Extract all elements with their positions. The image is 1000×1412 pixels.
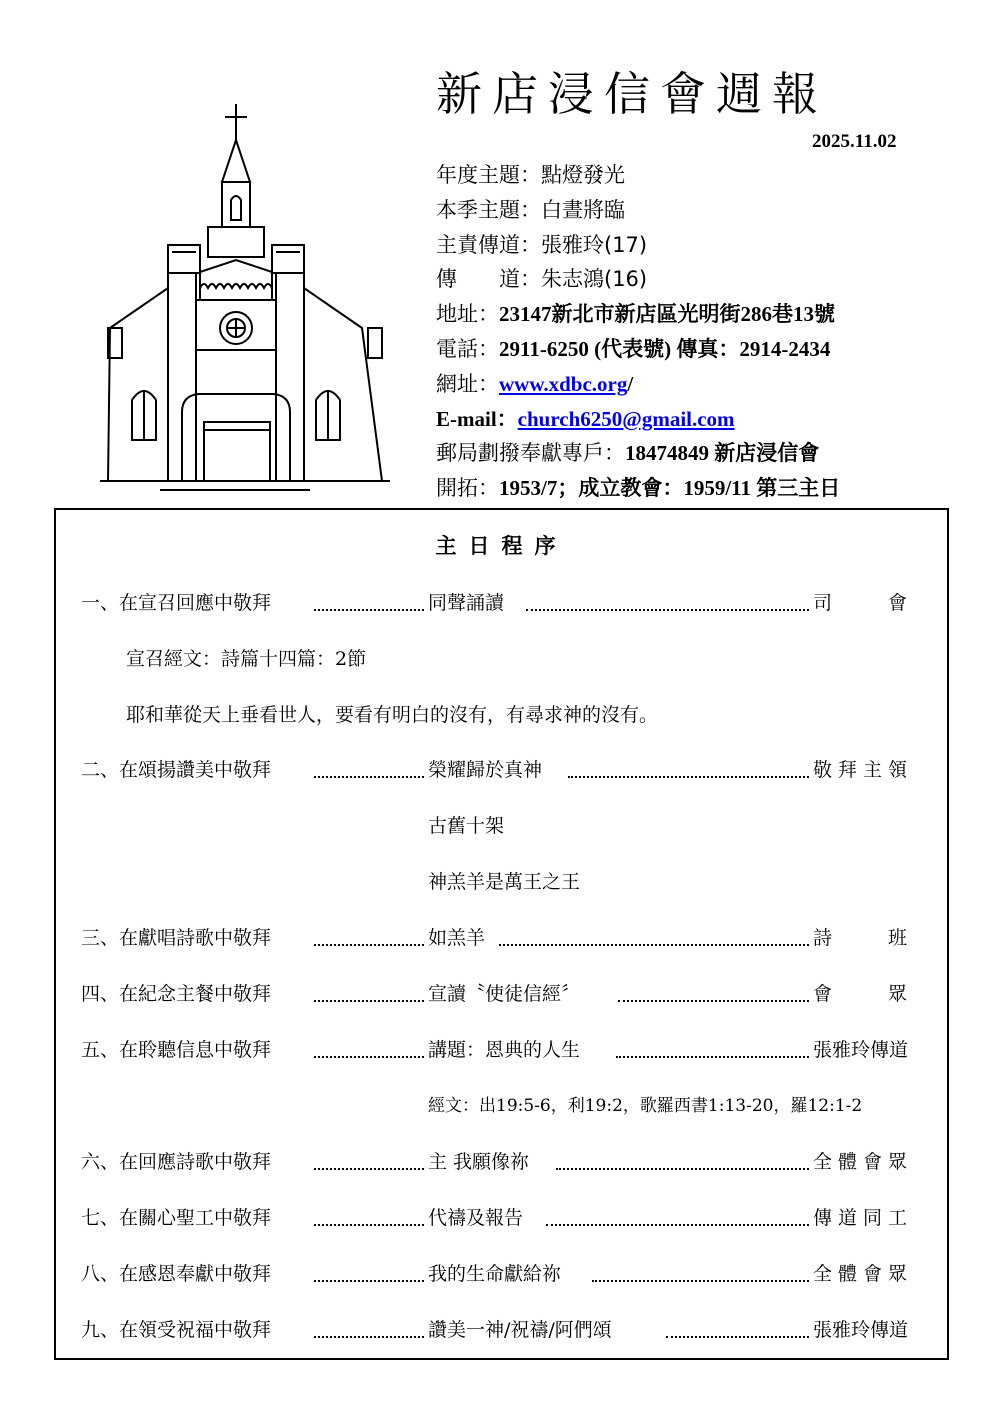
service-program (54, 508, 949, 1360)
program-title: 主日程序 (435, 534, 568, 558)
email-link[interactable]: church6250@gmail.com (517, 406, 735, 431)
program-row: 三、在獻唱詩歌中敬拜 如羔羊 詩班 (81, 927, 907, 949)
bulletin-title: 新店浸信會週報 (436, 67, 828, 121)
call-scripture-text: 耶和華從天上垂看世人，要看有明白的沒有，有尋求神的沒有。 (126, 704, 659, 726)
phone-fax: 電話：2911-6250 (代表號) 傳真：2914-2434 (436, 336, 831, 361)
website: 網址：www.xdbc.org/ (436, 371, 634, 396)
hymn: 神羔羊是萬王之王 (428, 871, 581, 893)
season-theme: 本季主題：白晝將臨 (436, 197, 625, 222)
program-row: 二、在頌揚讚美中敬拜 榮耀歸於真神 敬拜主領 (81, 759, 907, 781)
call-scripture-ref: 宣召經文：詩篇十四篇：2節 (126, 648, 367, 670)
email: E-mail：church6250@gmail.com (436, 406, 735, 431)
program-row: 八、在感恩奉獻中敬拜 我的生命獻給祢 全體會眾 (81, 1263, 907, 1285)
program-row: 四、在紀念主餐中敬拜 宣讀〝使徒信經〞 會眾 (81, 983, 907, 1005)
lead-pastor: 主責傳道：張雅玲(17) (436, 232, 648, 257)
address: 地址：23147新北市新店區光明街286巷13號 (436, 302, 835, 327)
program-row: 九、在領受祝福中敬拜 讚美一神/祝禱/阿們頌 張雅玲傳道 (81, 1319, 909, 1341)
program-row: 一、在宣召回應中敬拜 同聲誦讀 司會 (81, 592, 907, 614)
church-illustration (100, 100, 390, 495)
pastor: 傳 道：朱志鴻(16) (436, 267, 648, 292)
postal-account: 郵局劃撥奉獻專戶：18474849 新店浸信會 (436, 441, 820, 466)
program-row: 七、在關心聖工中敬拜 代禱及報告 傳道同工 (81, 1207, 907, 1229)
website-link[interactable]: www.xdbc.org (499, 371, 628, 396)
program-row: 五、在聆聽信息中敬拜 講題：恩典的人生 張雅玲傳道 (81, 1039, 909, 1061)
hymn: 古舊十架 (428, 815, 505, 837)
founding-info: 開拓：1953/7；成立教會：1959/11 第三主日 (436, 476, 841, 501)
bulletin-date: 2025.11.02 (812, 131, 897, 152)
sermon-scripture: 經文：出19:5-6，利19:2，歌羅西書1:13-20，羅12:1-2 (428, 1096, 863, 1116)
annual-theme: 年度主題：點燈發光 (436, 163, 625, 187)
program-row: 六、在回應詩歌中敬拜 主 我願像祢 全體會眾 (81, 1151, 907, 1173)
church-info (436, 158, 956, 506)
